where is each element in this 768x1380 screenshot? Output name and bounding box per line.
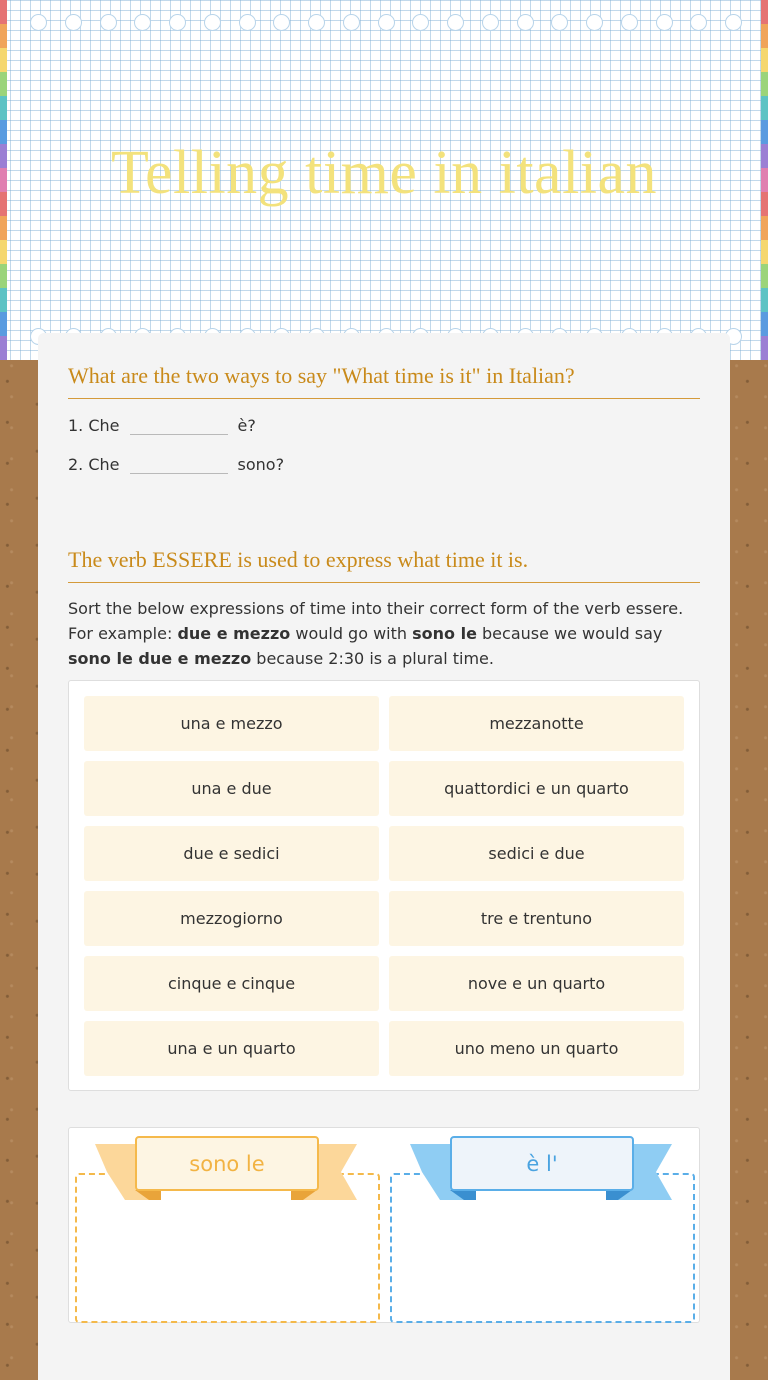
- e-l-label: è l': [450, 1136, 634, 1191]
- instr-text-4: because 2:30 is a plural time.: [251, 649, 494, 668]
- sort-chip[interactable]: nove e un quarto: [389, 956, 684, 1011]
- question-2-suffix: sono?: [237, 455, 285, 474]
- question-1-suffix: è?: [237, 416, 256, 435]
- sono-le-label: sono le: [135, 1136, 319, 1191]
- sort-chip[interactable]: una e due: [84, 761, 379, 816]
- sort-chip[interactable]: mezzogiorno: [84, 891, 379, 946]
- sort-drop-area: [68, 1127, 700, 1323]
- sort-instructions: [68, 596, 708, 671]
- sort-chip[interactable]: uno meno un quarto: [389, 1021, 684, 1076]
- sort-chip[interactable]: quattordici e un quarto: [389, 761, 684, 816]
- sort-items-box: [68, 680, 700, 1091]
- sort-chip[interactable]: cinque e cinque: [84, 956, 379, 1011]
- sort-chip[interactable]: una e un quarto: [84, 1021, 379, 1076]
- worksheet-header: [0, 0, 768, 360]
- question-2-blank-input[interactable]: [130, 452, 228, 474]
- instr-text-1: Sort the below expressions of time into their correct form of the verb essere. For example:: [68, 599, 684, 643]
- instr-text-3: because we would say: [476, 624, 663, 643]
- question-1: [68, 413, 256, 435]
- section-heading-essere: The verb ESSERE is used to express what time it is.: [68, 547, 700, 583]
- question-2: [68, 452, 284, 474]
- sort-chip[interactable]: due e sedici: [84, 826, 379, 881]
- question-1-blank-input[interactable]: [130, 413, 228, 435]
- sort-chip[interactable]: una e mezzo: [84, 696, 379, 751]
- top-binder-holes: [30, 14, 742, 34]
- worksheet-panel: [38, 333, 730, 1380]
- sort-chip[interactable]: tre e trentuno: [389, 891, 684, 946]
- sort-chip[interactable]: mezzanotte: [389, 696, 684, 751]
- section-heading-ways: What are the two ways to say "What time is it" in Italian?: [68, 363, 700, 399]
- sort-chip[interactable]: sedici e due: [389, 826, 684, 881]
- page-title: Telling time in italian: [110, 139, 658, 207]
- instr-bold-3: sono le due e mezzo: [68, 649, 252, 668]
- instr-bold-2: sono le: [412, 624, 477, 643]
- question-1-prefix: 1. Che: [68, 416, 120, 435]
- question-2-prefix: 2. Che: [68, 455, 120, 474]
- instr-bold-1: due e mezzo: [177, 624, 291, 643]
- instr-text-2: would go with: [290, 624, 413, 643]
